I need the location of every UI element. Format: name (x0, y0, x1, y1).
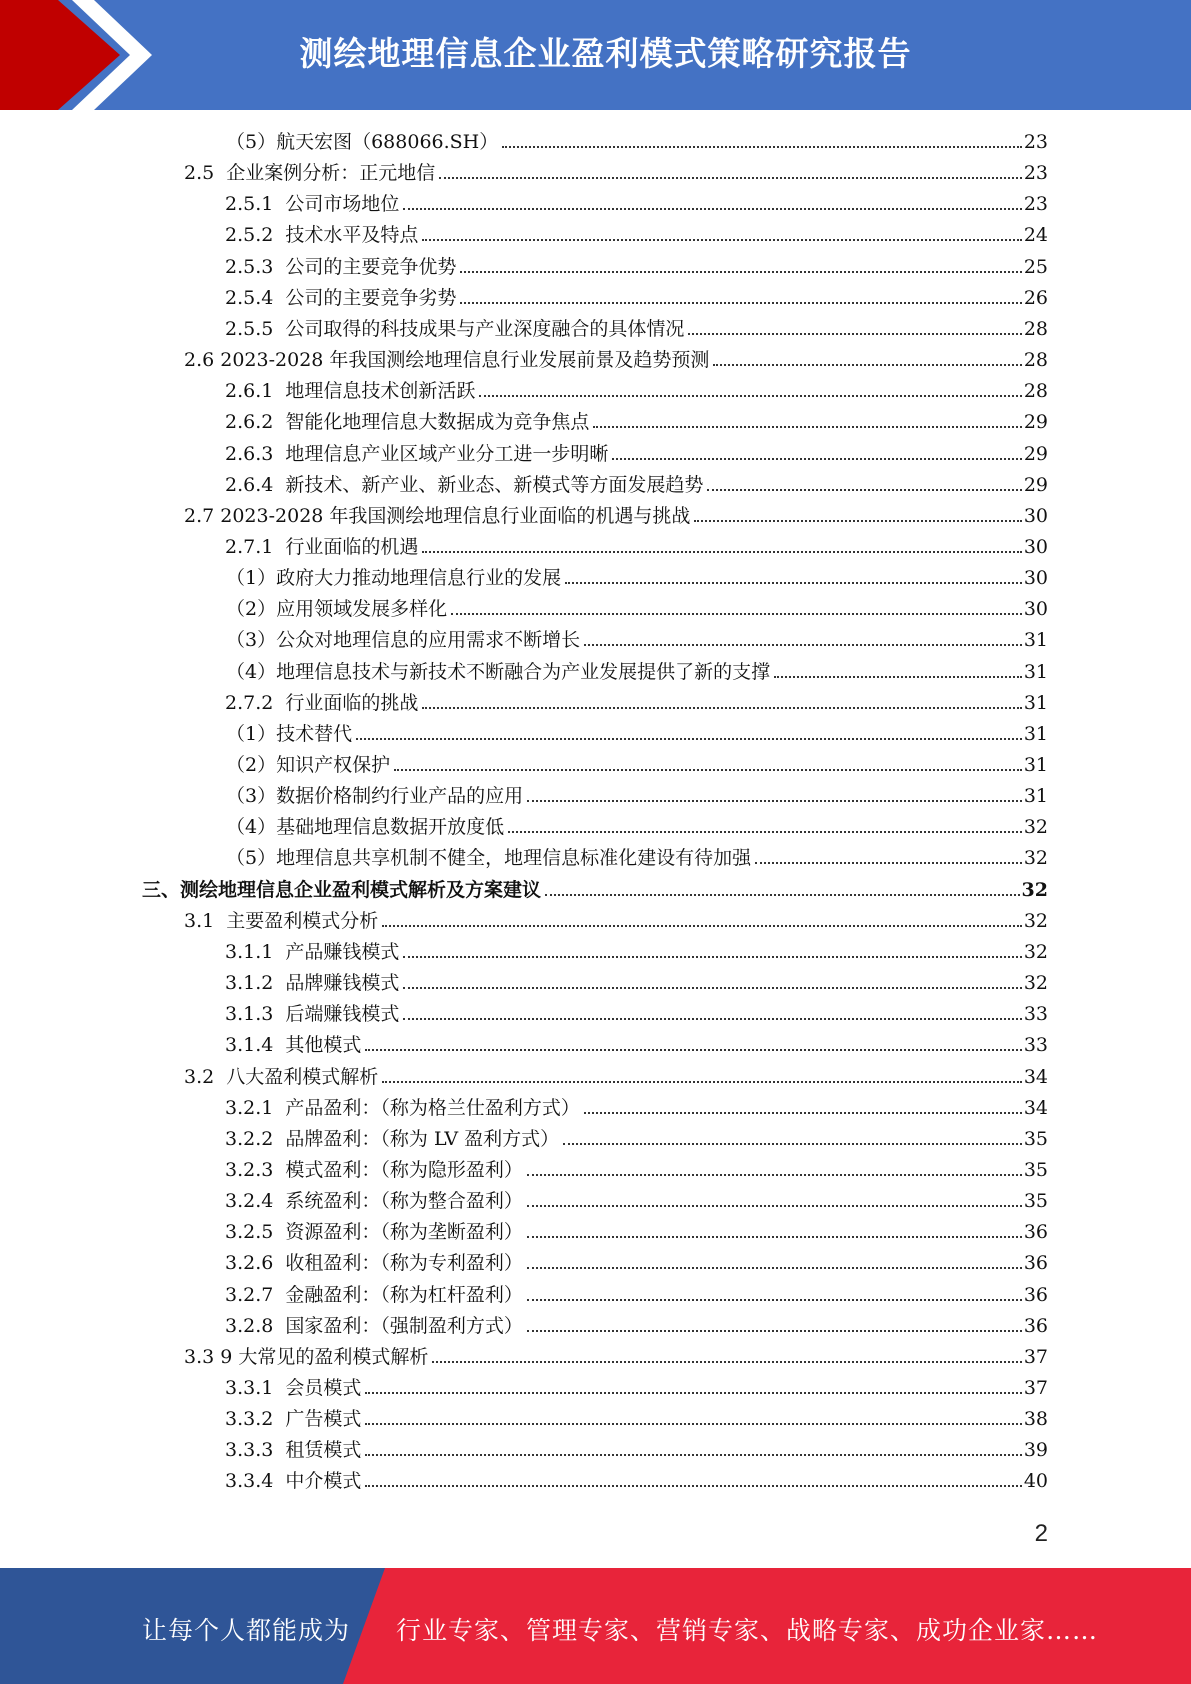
toc-entry-title: 3.2.8 国家盈利：（强制盈利方式） (225, 1314, 523, 1337)
toc-entry-page: 36 (1023, 1283, 1048, 1306)
toc-entry[interactable] (225, 1399, 1048, 1430)
toc-entry-page: 32 (1023, 909, 1048, 932)
toc-entry[interactable] (226, 807, 1048, 838)
toc-entry-page: 29 (1023, 473, 1048, 496)
toc-entry-title: 3.3.2 广告模式 (225, 1408, 362, 1431)
toc-entry-title: 3.2.1 产品盈利：（称为格兰仕盈利方式） (225, 1096, 580, 1119)
toc-entry-title: 3.1.4 其他模式 (225, 1034, 362, 1057)
toc-entry-title: （1）政府大力推动地理信息行业的发展 (226, 567, 562, 590)
toc-entry[interactable] (142, 870, 1048, 901)
toc-entry[interactable] (225, 465, 1048, 496)
toc-entry-title: 3.3 9 大常见的盈利模式解析 (184, 1345, 429, 1368)
toc-entry-title: 3.3.4 中介模式 (225, 1470, 362, 1493)
toc-dot-leader (422, 239, 1021, 241)
toc-entry-page: 32 (1023, 816, 1048, 839)
toc-dot-leader (365, 1423, 1021, 1425)
toc-dot-leader (612, 458, 1021, 460)
toc-dot-leader (403, 987, 1021, 989)
toc-dot-leader (688, 333, 1021, 335)
toc-entry-title: 2.6.4 新技术、新产业、新业态、新模式等方面发展趋势 (225, 473, 704, 496)
toc-entry-page: 31 (1023, 754, 1048, 776)
toc-entry-page: 39 (1023, 1439, 1048, 1462)
toc-entry-title: （3）公众对地理信息的应用需求不断增长 (226, 629, 581, 652)
toc-entry[interactable] (225, 215, 1048, 246)
toc-dot-leader (460, 302, 1021, 304)
toc-dot-leader (584, 644, 1022, 646)
toc-entry[interactable] (226, 745, 1048, 776)
toc-entry-title: 3.2 八大盈利模式解析 (184, 1065, 379, 1088)
toc-dot-leader (365, 1454, 1021, 1456)
toc-entry-page: 28 (1023, 380, 1048, 403)
toc-entry-title: 2.6 2023-2028 年我国测绘地理信息行业发展前景及趋势预测 (184, 349, 710, 372)
toc-entry[interactable] (184, 340, 1048, 371)
toc-entry[interactable] (225, 184, 1048, 215)
toc-entry-title: 3.3.3 租赁模式 (225, 1439, 362, 1462)
toc-entry[interactable] (226, 122, 1048, 153)
page-header (0, 0, 1191, 110)
toc-entry-page: 32 (1021, 878, 1048, 901)
toc-entry-page: 40 (1023, 1470, 1048, 1493)
toc-entry[interactable] (225, 1243, 1048, 1274)
toc-entry[interactable] (226, 714, 1048, 745)
toc-entry-title: （4）基础地理信息数据开放度低 (226, 816, 505, 839)
toc-dot-leader (527, 1174, 1022, 1176)
toc-entry-title: 3.2.6 收租盈利：（称为专利盈利） (225, 1252, 523, 1275)
footer-slogan-left: 让每个人都能成为 (142, 1616, 351, 1645)
toc-entry-page: 36 (1023, 1252, 1048, 1275)
toc-entry-title: 2.5.2 技术水平及特点 (225, 224, 419, 247)
toc-entry[interactable] (225, 994, 1048, 1025)
toc-entry-page: 26 (1023, 286, 1048, 309)
toc-entry-title: 3.1.2 品牌赚钱模式 (225, 972, 400, 995)
toc-entry-title: 3.1.3 后端赚钱模式 (225, 1003, 400, 1026)
toc-entry-title: 3.2.7 金融盈利：（称为杠杆盈利） (225, 1283, 523, 1306)
toc-entry[interactable] (225, 434, 1048, 465)
toc-dot-leader (365, 1392, 1021, 1394)
toc-entry[interactable] (226, 589, 1048, 620)
toc-dot-leader (527, 1267, 1022, 1269)
toc-entry-page: 38 (1023, 1408, 1048, 1431)
toc-entry-page: 33 (1023, 1034, 1048, 1057)
toc-entry-title: （2）知识产权保护 (226, 754, 391, 776)
toc-entry[interactable] (226, 776, 1048, 807)
toc-entry-title: 3.2.4 系统盈利：（称为整合盈利） (225, 1190, 523, 1213)
toc-entry-title: 2.7.2 行业面临的挑战 (225, 691, 419, 714)
toc-entry[interactable] (225, 932, 1048, 963)
toc-entry-page: 36 (1023, 1221, 1048, 1244)
toc-entry[interactable] (184, 1337, 1048, 1368)
toc-dot-leader (403, 1018, 1021, 1020)
toc-dot-leader (365, 1049, 1021, 1051)
toc-entry-page: 29 (1023, 442, 1048, 465)
toc-entry-page: 34 (1023, 1065, 1048, 1088)
toc-entry[interactable] (225, 1088, 1048, 1119)
toc-dot-leader (755, 862, 1022, 864)
toc-entry-title: （4）地理信息技术与新技术不断融合为产业发展提供了新的支撑 (226, 660, 771, 683)
toc-entry-title: 3.2.5 资源盈利：（称为垄断盈利） (225, 1221, 523, 1244)
toc-entry-page: 30 (1023, 598, 1048, 621)
toc-entry[interactable] (225, 247, 1048, 278)
footer-slogan-right: 行业专家、管理专家、营销专家、战略专家、成功企业家…… (396, 1616, 1099, 1645)
toc-entry-page: 36 (1023, 1314, 1048, 1337)
toc-entry-title: 3.1.1 产品赚钱模式 (225, 940, 400, 963)
toc-entry[interactable] (184, 496, 1048, 527)
toc-dot-leader (508, 831, 1022, 833)
toc-entry[interactable] (225, 1461, 1048, 1492)
toc-entry-page: 34 (1023, 1096, 1048, 1119)
toc-entry-title: （5）地理信息共享机制不健全，地理信息标准化建设有待加强 (226, 847, 752, 870)
toc-entry-page: 32 (1023, 940, 1048, 963)
toc-entry[interactable] (225, 402, 1048, 433)
toc-entry-page: 35 (1023, 1127, 1048, 1150)
toc-entry-page: 24 (1023, 224, 1048, 247)
toc-dot-leader (460, 271, 1021, 273)
toc-entry-page: 33 (1023, 1003, 1048, 1026)
toc-entry-page: 29 (1023, 411, 1048, 434)
page-number: 2 (1034, 1520, 1048, 1547)
toc-dot-leader (403, 208, 1021, 210)
toc-entry[interactable] (225, 1150, 1048, 1181)
toc-entry[interactable] (225, 1212, 1048, 1243)
toc-dot-leader (707, 489, 1021, 491)
toc-entry[interactable] (184, 153, 1048, 184)
toc-entry-page: 32 (1023, 847, 1048, 870)
toc-entry-page: 23 (1023, 162, 1048, 185)
toc-entry[interactable] (225, 1119, 1048, 1150)
toc-dot-leader (565, 582, 1022, 584)
toc-entry[interactable] (225, 963, 1048, 994)
toc-entry-page: 30 (1023, 504, 1048, 527)
toc-entry-title: 2.7 2023-2028 年我国测绘地理信息行业面临的机遇与挑战 (184, 504, 691, 527)
toc-entry[interactable] (225, 1275, 1048, 1306)
toc-entry-page: 28 (1023, 317, 1048, 340)
toc-entry-title: 3.3.1 会员模式 (225, 1377, 362, 1399)
toc-entry[interactable] (226, 620, 1048, 651)
toc-entry-page: 28 (1023, 349, 1048, 372)
toc-entry-title: 2.5.4 公司的主要竞争劣势 (225, 286, 457, 309)
toc-entry-page: 32 (1023, 972, 1048, 995)
toc-entry[interactable] (225, 1181, 1048, 1212)
toc-entry-title: 2.6.2 智能化地理信息大数据成为竞争焦点 (225, 411, 590, 434)
toc-entry-page: 31 (1023, 660, 1048, 683)
toc-entry-title: 2.5.5 公司取得的科技成果与产业深度融合的具体情况 (225, 317, 685, 340)
toc-entry-title: 2.6.3 地理信息产业区域产业分工进一步明晰 (225, 442, 609, 465)
toc-entry[interactable] (226, 558, 1048, 589)
toc-entry[interactable] (225, 1430, 1048, 1461)
toc-dot-leader (479, 395, 1021, 397)
toc-entry-title: 3.1 主要盈利模式分析 (184, 909, 379, 932)
toc-entry-page: 31 (1023, 785, 1048, 808)
toc-dot-leader (545, 894, 1020, 896)
toc-dot-leader (365, 1485, 1021, 1487)
toc-dot-leader (422, 551, 1021, 553)
toc-entry-page: 35 (1023, 1158, 1048, 1181)
toc-dot-leader (774, 676, 1022, 678)
toc-dot-leader (713, 364, 1021, 366)
toc-dot-leader (403, 956, 1021, 958)
toc-entry[interactable] (184, 901, 1048, 932)
toc-dot-leader (694, 520, 1021, 522)
toc-dot-leader (563, 1143, 1022, 1145)
toc-dot-leader (527, 1330, 1022, 1332)
toc-entry[interactable] (226, 838, 1048, 869)
toc-entry-page: 30 (1023, 567, 1048, 590)
toc-entry-title: 2.5 企业案例分析：正元地信 (184, 162, 436, 185)
toc-entry-title: （1）技术替代 (226, 722, 353, 745)
toc-entry-page: 23 (1023, 193, 1048, 216)
toc-dot-leader (502, 146, 1022, 148)
toc-entry[interactable] (226, 652, 1048, 683)
toc-entry[interactable] (225, 1368, 1048, 1399)
toc-entry-title: （5）航天宏图（688066.SH） (226, 131, 499, 153)
toc-dot-leader (382, 925, 1022, 927)
toc-entry[interactable] (225, 1025, 1048, 1056)
toc-dot-leader (422, 707, 1021, 709)
toc-entry[interactable] (225, 1306, 1048, 1337)
toc-dot-leader (356, 738, 1022, 740)
toc-dot-leader (394, 769, 1022, 771)
report-title: 测绘地理信息企业盈利模式策略研究报告 (299, 34, 912, 73)
toc-dot-leader (451, 613, 1022, 615)
toc-entry[interactable] (225, 683, 1048, 714)
toc-entry-page: 37 (1023, 1345, 1048, 1368)
toc-entry-title: 三、测绘地理信息企业盈利模式解析及方案建议 (142, 878, 542, 901)
toc-dot-leader (527, 800, 1022, 802)
toc-entry-title: 3.2.3 模式盈利：（称为隐形盈利） (225, 1158, 523, 1181)
toc-entry-title: （2）应用领域发展多样化 (226, 598, 448, 621)
toc-entry-page: 31 (1023, 691, 1048, 714)
toc-dot-leader (527, 1205, 1022, 1207)
toc-dot-leader (527, 1299, 1022, 1301)
toc-entry-title: 3.2.2 品牌盈利：（称为 LV 盈利方式） (225, 1127, 560, 1150)
toc-dot-leader (432, 1361, 1021, 1363)
toc-entry-title: 2.7.1 行业面临的机遇 (225, 535, 419, 558)
toc-entry-title: 2.5.3 公司的主要竞争优势 (225, 255, 457, 278)
toc-entry[interactable] (184, 1057, 1048, 1088)
page-footer (0, 1568, 1191, 1684)
toc-dot-leader (382, 1081, 1022, 1083)
toc-entry[interactable] (225, 527, 1048, 558)
toc-entry-page: 23 (1023, 131, 1048, 153)
toc-entry-page: 25 (1023, 255, 1048, 278)
toc-entry-title: （3）数据价格制约行业产品的应用 (226, 785, 524, 808)
toc-entry-title: 2.5.1 公司市场地位 (225, 193, 400, 216)
toc-entry-page: 37 (1023, 1377, 1048, 1399)
toc-dot-leader (584, 1112, 1022, 1114)
toc-entry-page: 30 (1023, 535, 1048, 558)
toc-dot-leader (439, 177, 1022, 179)
toc-entry-title: 2.6.1 地理信息技术创新活跃 (225, 380, 476, 403)
toc-entry[interactable] (225, 278, 1048, 309)
toc-entry-page: 31 (1023, 722, 1048, 745)
toc-entry[interactable] (225, 371, 1048, 402)
toc-entry-page: 35 (1023, 1190, 1048, 1213)
toc-dot-leader (527, 1236, 1022, 1238)
toc-entry[interactable] (225, 309, 1048, 340)
toc-dot-leader (593, 426, 1021, 428)
toc-entry-page: 31 (1023, 629, 1048, 652)
